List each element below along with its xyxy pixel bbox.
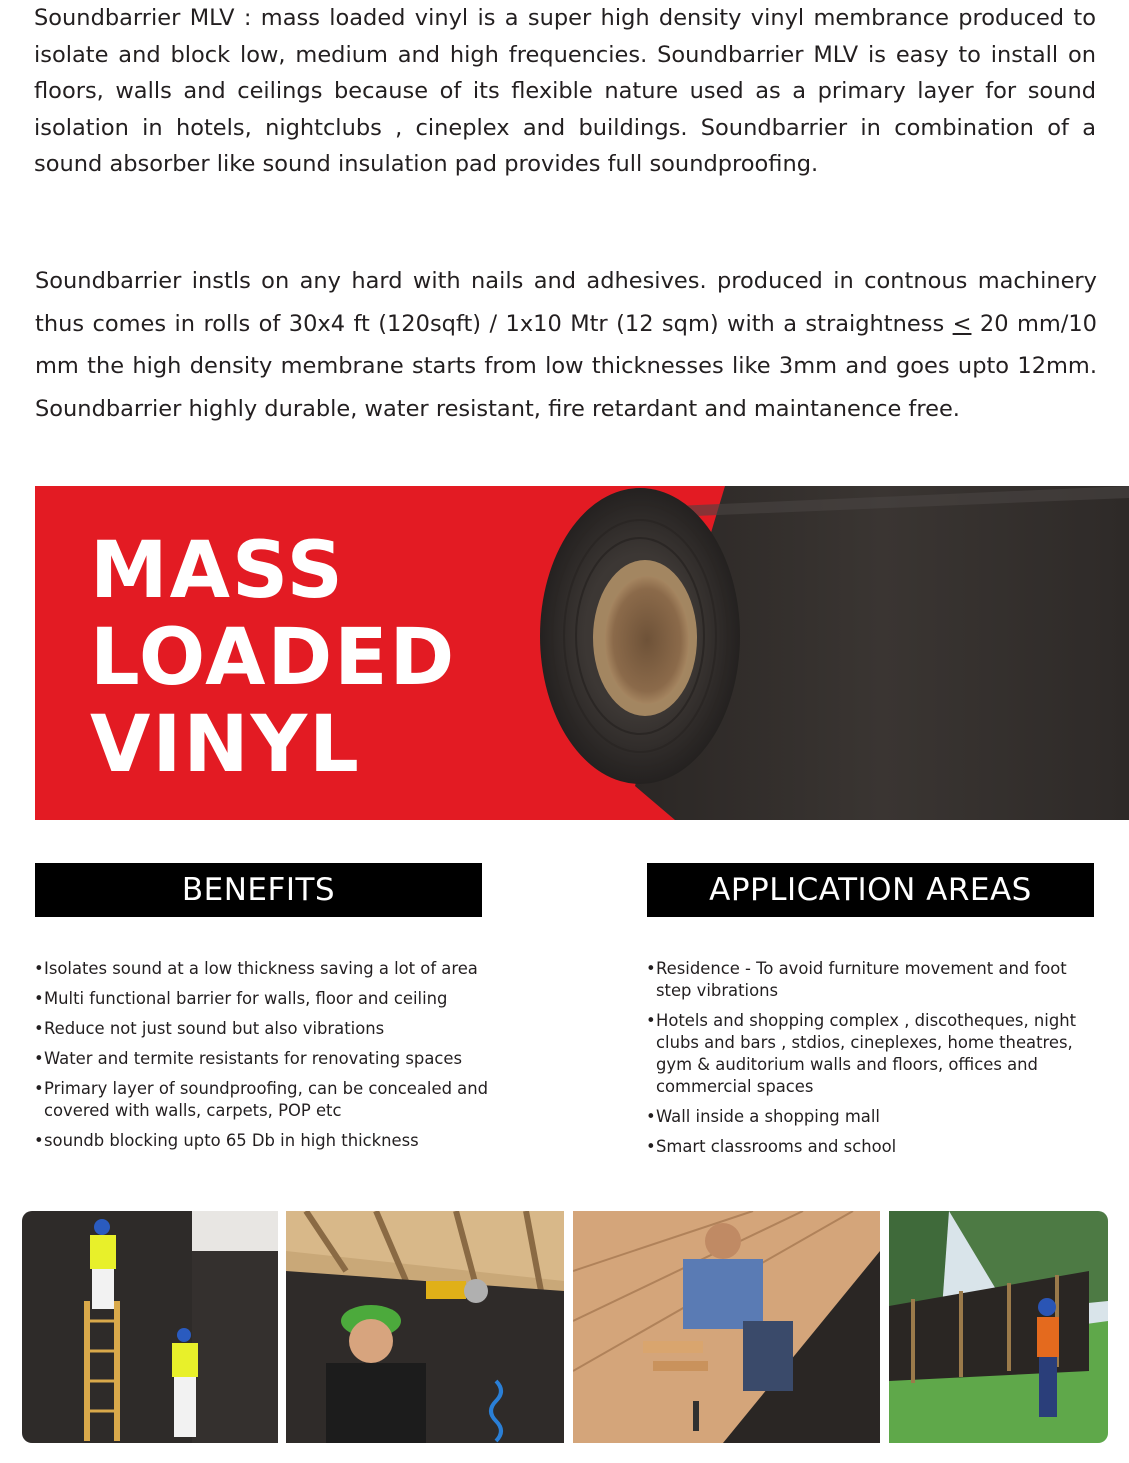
- application-item: • Hotels and shopping complex , discotheques, night clubs and bars , stdios, cineplexes, home theatres, gym & auditorium walls and floors, offices and commercial spaces: [646, 1010, 1106, 1098]
- photo-wall-installation: [22, 1211, 278, 1443]
- intro-paragraph-2: [35, 260, 1097, 430]
- banner-line-3: VINYL: [90, 700, 361, 790]
- banner-line-2: LOADED: [90, 613, 457, 703]
- less-equal-symbol: <: [952, 310, 972, 337]
- intro-paragraph-2-part1: Soundbarrier instls on any hard with nails and adhesives. produced in contnous machinery thus comes in rolls of 30x4 ft (120sqft) / 1x10 Mtr (12 sqm) with a straightness: [35, 268, 1097, 337]
- benefits-heading: BENEFITS: [35, 863, 482, 917]
- intro-paragraph-2-part2: 20 mm/10 mm the high density membrane starts from low thicknesses like 3mm and goes upto 12mm. Soundbarrier highly durable, water resistant, fire retardant and maintanence free.: [35, 310, 1097, 422]
- photo-floor-installation: [573, 1211, 880, 1443]
- benefit-item: • Water and termite resistants for renovating spaces: [34, 1048, 494, 1070]
- application-areas-heading: APPLICATION AREAS: [647, 863, 1094, 917]
- application-item: • Residence - To avoid furniture movement and foot step vibrations: [646, 958, 1106, 1002]
- photo-fence-installation: [889, 1211, 1108, 1443]
- benefits-list: [34, 958, 494, 1160]
- benefit-item: • soundb blocking upto 65 Db in high thickness: [34, 1130, 494, 1152]
- benefit-item: • Isolates sound at a low thickness saving a lot of area: [34, 958, 494, 980]
- mlv-banner: [35, 486, 1129, 820]
- benefit-item: • Primary layer of soundproofing, can be concealed and covered with walls, carpets, POP etc: [34, 1078, 494, 1122]
- benefit-item: • Reduce not just sound but also vibrations: [34, 1018, 494, 1040]
- benefit-item: • Multi functional barrier for walls, floor and ceiling: [34, 988, 494, 1010]
- application-areas-list: [646, 958, 1106, 1166]
- application-item: • Smart classrooms and school: [646, 1136, 1106, 1158]
- intro-paragraph-1: Soundbarrier MLV : mass loaded vinyl is a super high density vinyl membrance produced to isolate and block low, medium and high frequencies. Soundbarrier MLV is easy to install on floors, walls and ceilings because of its flexible nature used as a primary layer for sound isolation in hotels, nightclubs , cineplex and buildings. Soundbarrier in combination of a sound absorber like sound insulation pad provides full soundproofing.: [34, 5, 1096, 178]
- application-item: • Wall inside a shopping mall: [646, 1106, 1106, 1128]
- photo-ceiling-installation: [286, 1211, 564, 1443]
- banner-line-1: MASS: [90, 526, 345, 616]
- banner-title: [90, 528, 456, 789]
